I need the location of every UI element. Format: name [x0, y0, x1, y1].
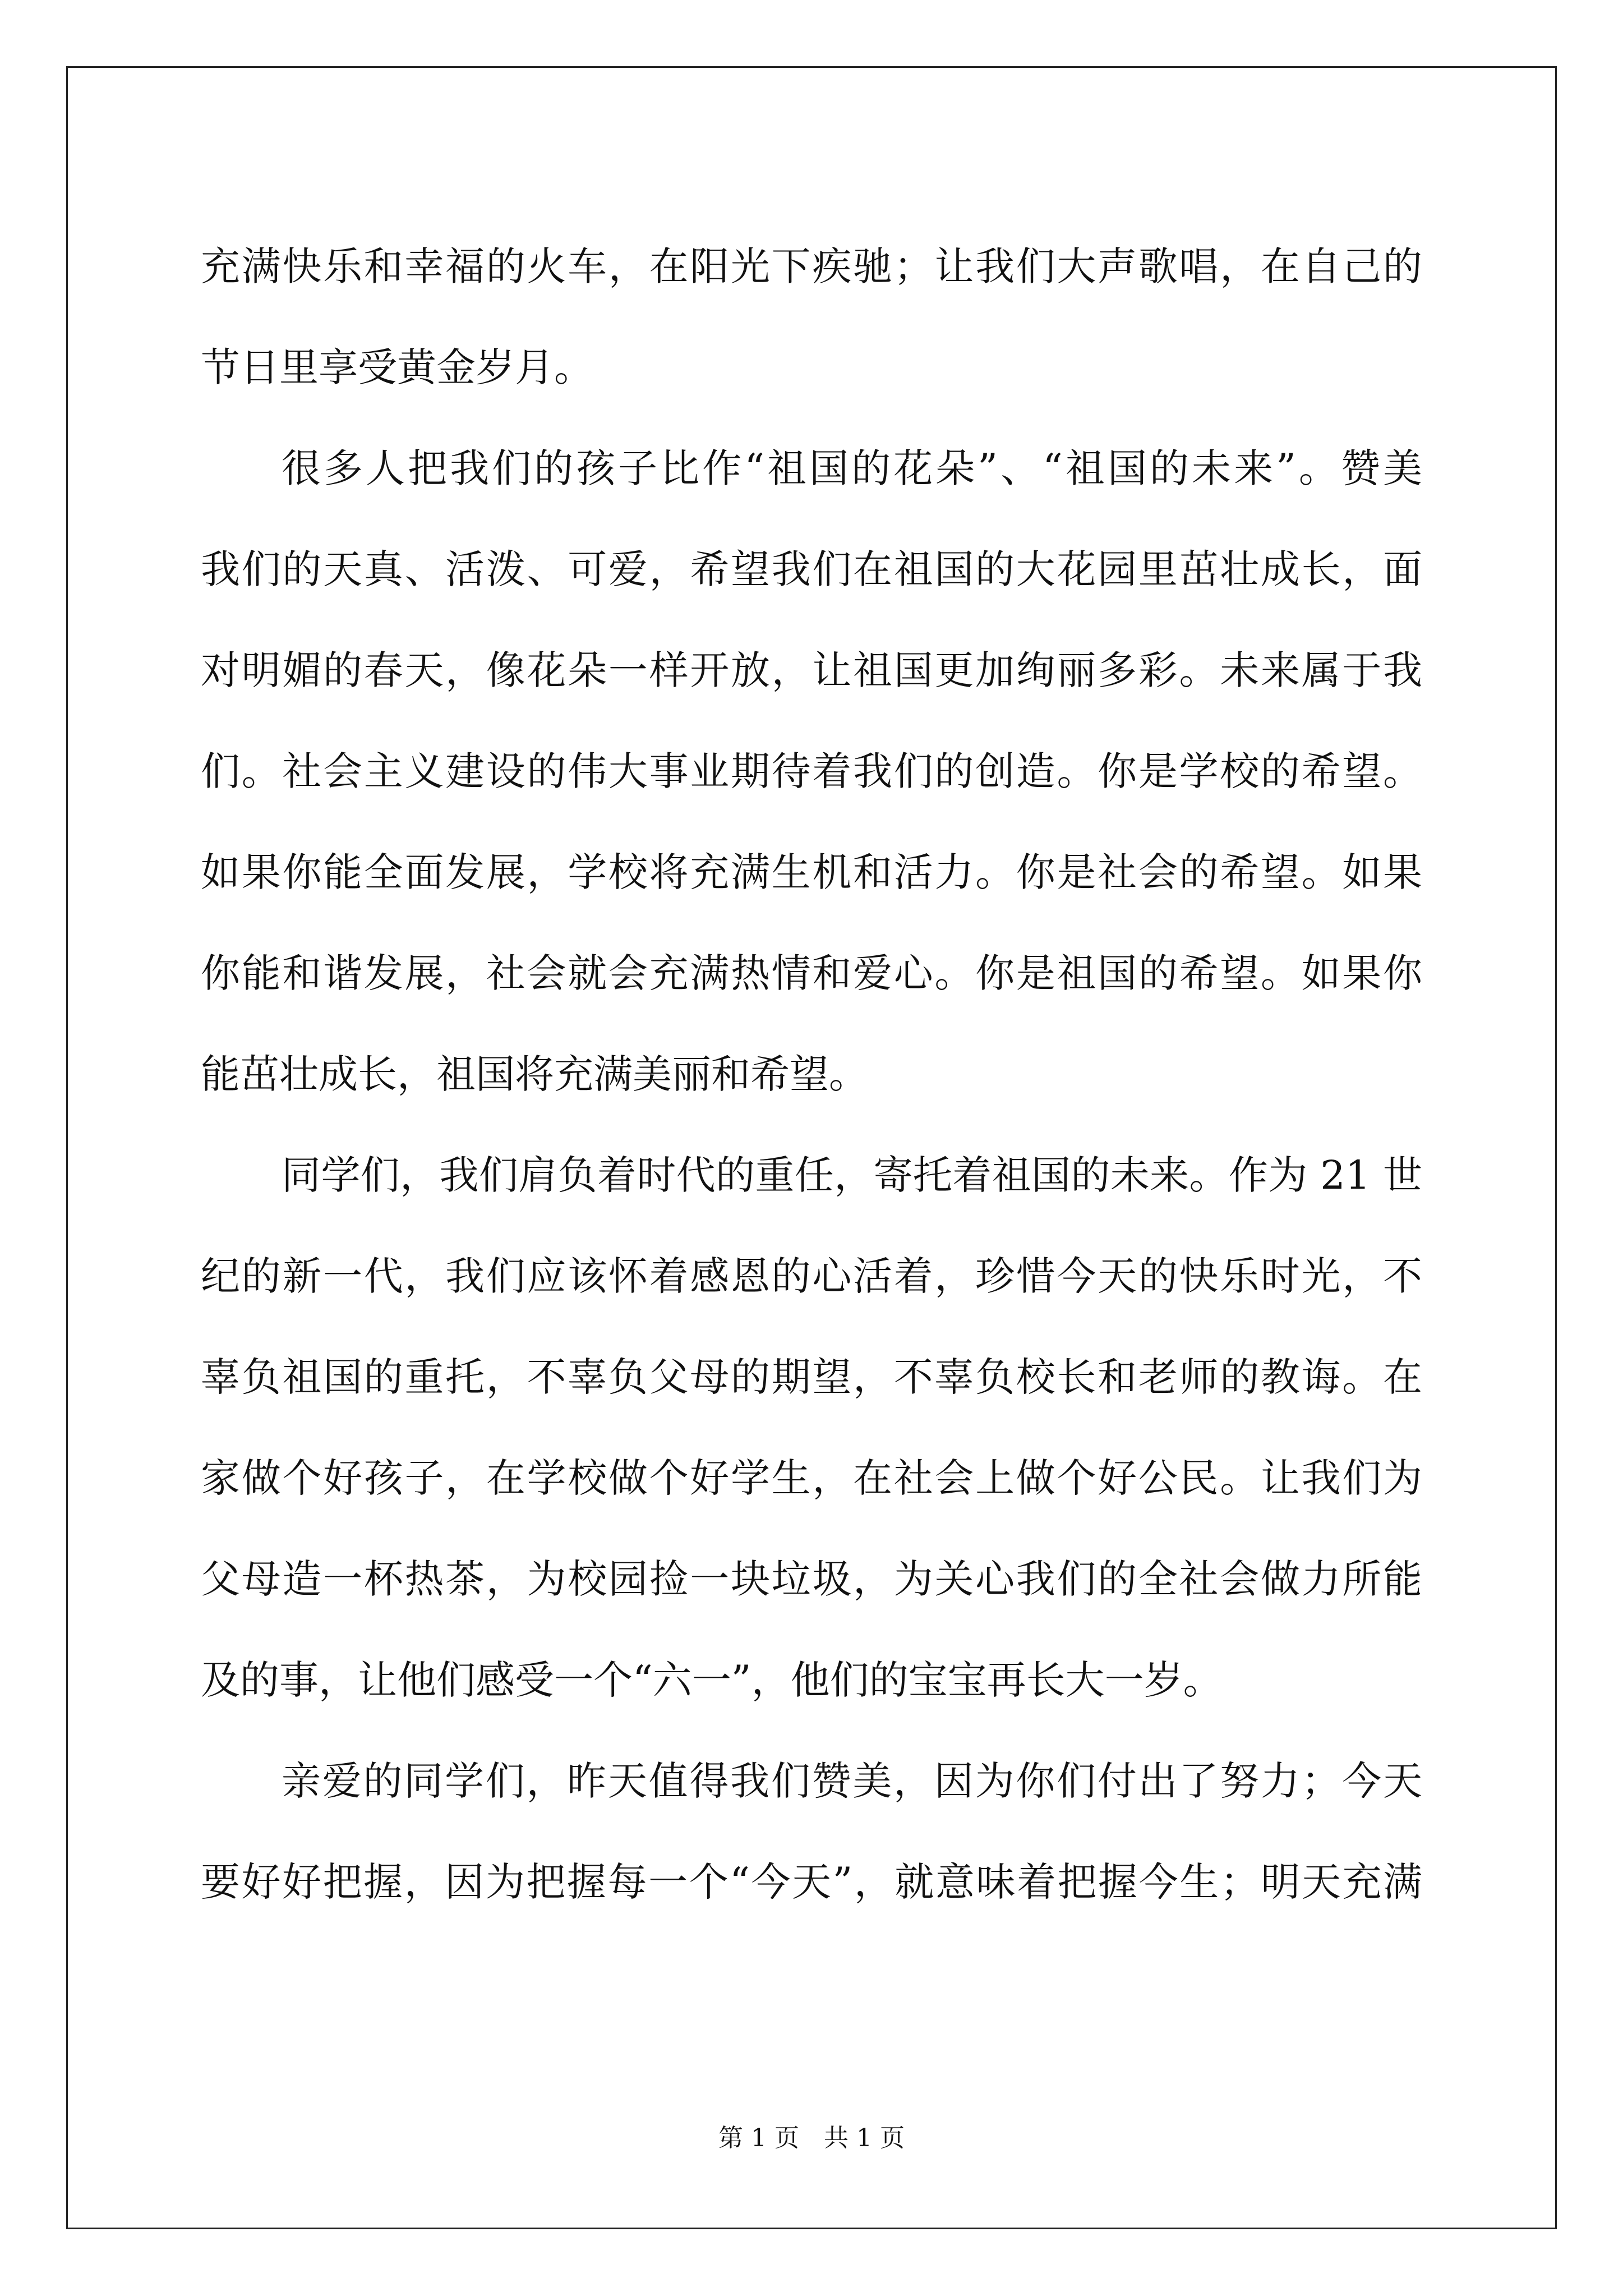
- text-line: 纪的新一代，我们应该怀着感恩的心活着，珍惜今天的快乐时光，不: [201, 1253, 1422, 1299]
- text-line: 亲爱的同学们，昨天值得我们赞美，因为你们付出了努力；今天: [282, 1758, 1422, 1804]
- paragraph: [201, 216, 1422, 418]
- text-line: 能茁壮成长，祖国将充满美丽和希望。: [201, 1051, 868, 1097]
- text-line: 要好好把握，因为把握每一个“今天”，就意味着把握今生；明天充满: [201, 1859, 1422, 1905]
- text-line: 父母造一杯热茶，为校园捡一块垃圾，为关心我们的全社会做力所能: [201, 1556, 1422, 1602]
- page-number-footer: 第 1 页 共 1 页: [718, 2124, 905, 2152]
- text-line: 我们的天真、活泼、可爱，希望我们在祖国的大花园里茁壮成长，面: [201, 546, 1422, 592]
- text-line: 及的事，让他们感受一个“六一”，他们的宝宝再长大一岁。: [201, 1657, 1223, 1703]
- text-line: 你能和谐发展，社会就会充满热情和爱心。你是祖国的希望。如果你: [201, 950, 1422, 996]
- paragraph: [201, 1125, 1422, 1731]
- text-line: 同学们，我们肩负着时代的重任，寄托着祖国的未来。作为 21 世: [282, 1152, 1422, 1198]
- document-body: [201, 216, 1422, 1932]
- text-line: 对明媚的春天，像花朵一样开放，让祖国更加绚丽多彩。未来属于我: [201, 647, 1422, 693]
- paragraph: [201, 418, 1422, 1125]
- text-line: 充满快乐和幸福的火车，在阳光下疾驰；让我们大声歌唱，在自己的: [201, 243, 1422, 289]
- text-line: 们。社会主义建设的伟大事业期待着我们的创造。你是学校的希望。: [201, 748, 1422, 794]
- text-line: 节日里享受黄金岁月。: [201, 344, 593, 390]
- text-line: 很多人把我们的孩子比作“祖国的花朵”、“祖国的未来”。赞美: [282, 445, 1422, 491]
- paragraph: [201, 1731, 1422, 1932]
- text-line: 如果你能全面发展，学校将充满生机和活力。你是社会的希望。如果: [201, 849, 1422, 895]
- text-line: 辜负祖国的重托，不辜负父母的期望，不辜负校长和老师的教诲。在: [201, 1354, 1422, 1400]
- text-line: 家做个好孩子，在学校做个好学生，在社会上做个好公民。让我们为: [201, 1455, 1422, 1501]
